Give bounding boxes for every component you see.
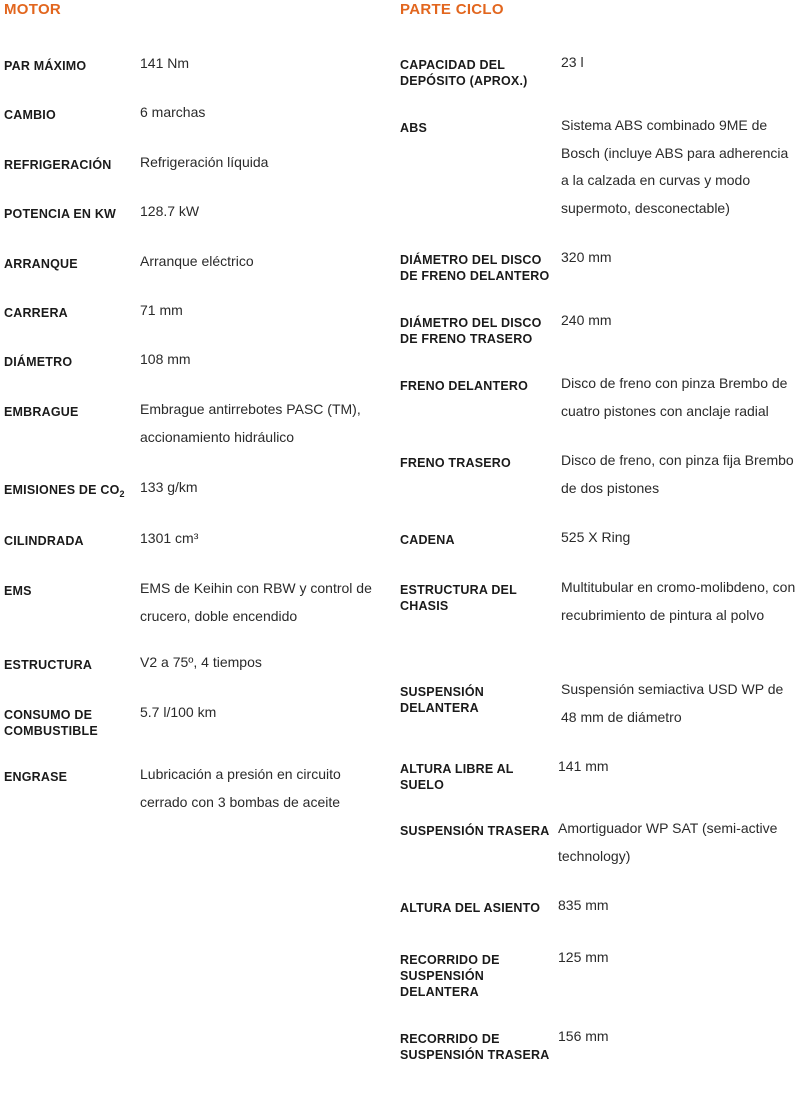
spec-label: ALTURA LIBRE AL SUELO (400, 762, 514, 792)
spec-value: Arranque eléctrico (140, 253, 254, 269)
spec-label: CAMBIO (4, 108, 56, 122)
spec-label: CAPACIDAD DEL DEPÓSITO (APROX.) (400, 58, 528, 88)
spec-value: Multitubular en cromo-molibdeno, con recubrimiento de pintura al polvo (561, 579, 796, 623)
spec-value: 71 mm (140, 302, 183, 318)
spec-value: 125 mm (558, 949, 609, 965)
spec-value: Amortiguador WP SAT (semi-active technology) (558, 820, 778, 864)
spec-label: PAR MÁXIMO (4, 59, 87, 73)
spec-label: ARRANQUE (4, 257, 78, 271)
spec-label: EMS (4, 584, 32, 598)
spec-value: Sistema ABS combinado 9ME de Bosch (incluye ABS para adherencia a la calzada en curvas y modo supermoto, desconectable) (561, 117, 789, 216)
spec-value: 141 Nm (140, 55, 190, 71)
spec-label: ENGRASE (4, 770, 68, 784)
spec-value: 133 g/km (140, 479, 198, 495)
spec-value: Refrigeración líquida (140, 154, 269, 170)
spec-label: RECORRIDO DE SUSPENSIÓN DELANTERA (400, 953, 500, 999)
spec-value: 240 mm (561, 312, 612, 328)
spec-value: Embrague antirrebotes PASC (TM), accionamiento hidráulico (140, 401, 361, 445)
spec-value: 156 mm (558, 1028, 609, 1044)
spec-label: CARRERA (4, 306, 68, 320)
spec-value: 141 mm (558, 758, 609, 774)
spec-label: CADENA (400, 533, 455, 547)
spec-label: ABS (400, 121, 427, 135)
spec-value: Suspensión semiactiva USD WP de 48 mm de diámetro (561, 681, 784, 725)
spec-value: 128.7 kW (140, 203, 200, 219)
spec-value: 108 mm (140, 351, 191, 367)
spec-value: 23 l (561, 54, 584, 70)
spec-label-subscript: 2 (119, 489, 125, 499)
spec-value: Disco de freno, con pinza fija Brembo de dos pistones (561, 452, 794, 496)
spec-label: CILINDRADA (4, 534, 84, 548)
spec-label: ESTRUCTURA DEL CHASIS (400, 583, 517, 613)
spec-value: EMS de Keihin con RBW y control de crucero, doble encendido (140, 580, 372, 624)
spec-label: DIÁMETRO (4, 355, 73, 369)
spec-label: FRENO DELANTERO (400, 379, 528, 393)
spec-value: 320 mm (561, 249, 612, 265)
spec-value: V2 a 75º, 4 tiempos (140, 654, 262, 670)
spec-label: FRENO TRASERO (400, 456, 511, 470)
spec-label: EMBRAGUE (4, 405, 79, 419)
spec-label: DIÁMETRO DEL DISCO DE FRENO TRASERO (400, 316, 542, 346)
spec-label: ESTRUCTURA (4, 658, 93, 672)
spec-value: 6 marchas (140, 104, 206, 120)
spec-label-text: EMISIONES DE CO (4, 483, 120, 497)
spec-value: 5.7 l/100 km (140, 704, 217, 720)
spec-label: ALTURA DEL ASIENTO (400, 901, 541, 915)
spec-value: Disco de freno con pinza Brembo de cuatro pistones con anclaje radial (561, 375, 788, 419)
spec-label: SUSPENSIÓN TRASERA (400, 824, 550, 838)
motor-section-title: MOTOR (4, 1, 62, 18)
spec-label (4, 482, 132, 502)
spec-value: 1301 cm³ (140, 530, 199, 546)
chassis-section-title: PARTE CICLO (400, 1, 504, 18)
spec-value: 835 mm (558, 897, 609, 913)
spec-value: 525 X Ring (561, 529, 631, 545)
spec-label: REFRIGERACIÓN (4, 158, 112, 172)
spec-label: DIÁMETRO DEL DISCO DE FRENO DELANTERO (400, 253, 550, 283)
spec-label: CONSUMO DE COMBUSTIBLE (4, 708, 98, 738)
spec-label: SUSPENSIÓN DELANTERA (400, 685, 484, 715)
spec-value: Lubricación a presión en circuito cerrado con 3 bombas de aceite (140, 766, 341, 810)
spec-label: RECORRIDO DE SUSPENSIÓN TRASERA (400, 1032, 550, 1062)
spec-label: POTENCIA EN KW (4, 207, 117, 221)
